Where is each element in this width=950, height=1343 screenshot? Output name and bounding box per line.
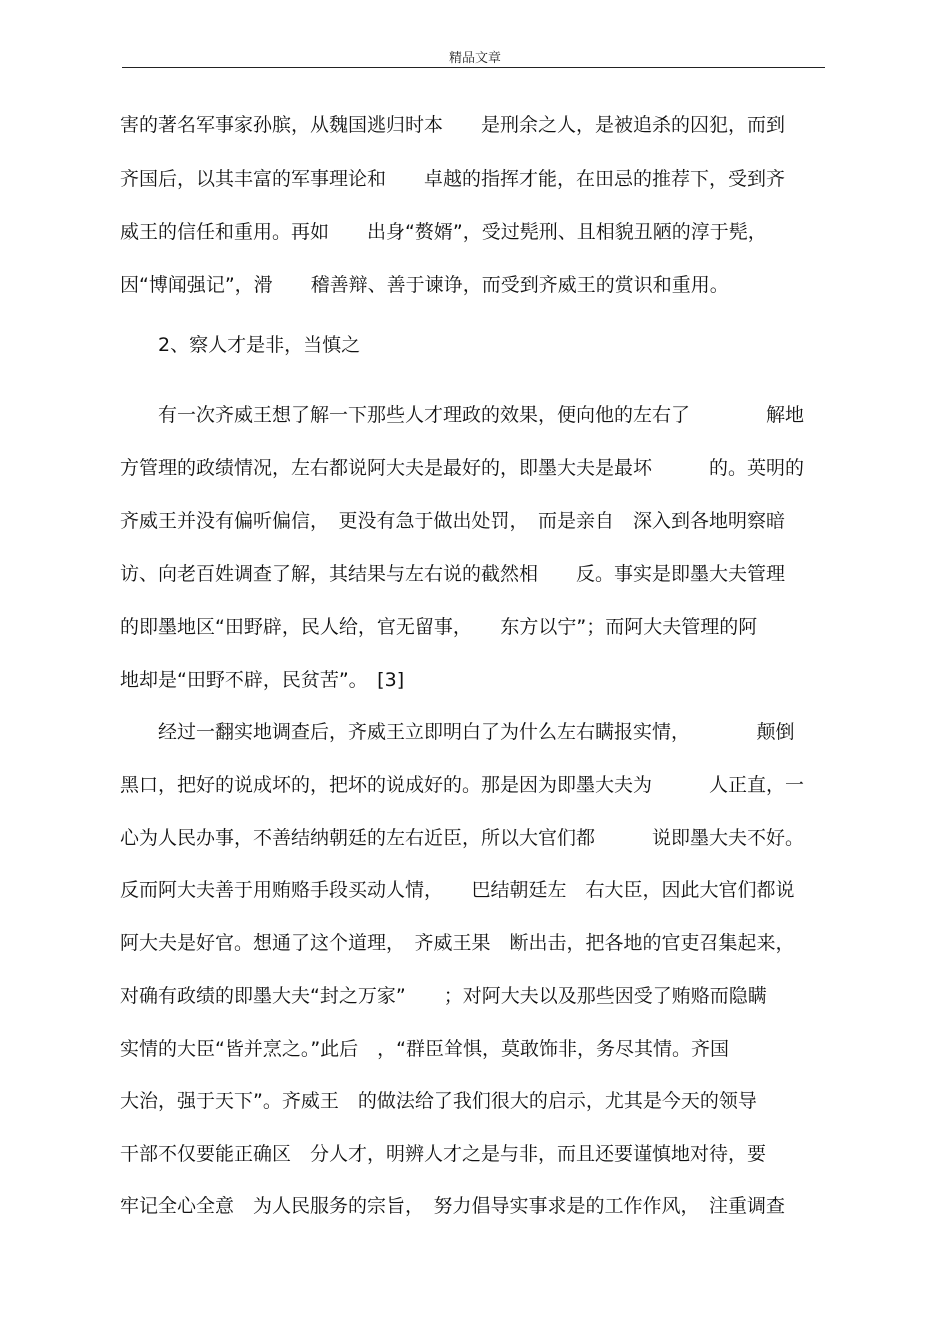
header-divider <box>122 67 825 68</box>
body-line: 牢记全心全意 为人民服务的宗旨， 努力倡导实事求是的工作作风， 注重调查 <box>120 1195 786 1217</box>
body-line: 威王的信任和重用。再如 出身“赘婿”，受过髡刑、且相貌丑陋的淳于髡， <box>120 221 767 243</box>
body-line: 黑口，把好的说成坏的，把坏的说成好的。那是因为即墨大夫为 人正直，一 <box>120 774 805 796</box>
body-line: 干部不仅要能正确区 分人才，明辨人才之是与非，而且还要谨慎地对待，要 <box>120 1143 767 1165</box>
body-line: 访、向老百姓调查了解，其结果与左右说的截然相 反。事实是即墨大夫管理 <box>120 563 786 585</box>
body-line: 地却是“田野不辟，民贫苦”。 [3] <box>120 669 405 691</box>
page-header-title: 精品文章 <box>448 51 501 66</box>
body-line: 齐国后，以其丰富的军事理论和 卓越的指挥才能，在田忌的推荐下，受到齐 <box>120 168 786 190</box>
body-line: 方管理的政绩情况，左右都说阿大夫是最好的，即墨大夫是最坏 的。英明的 <box>120 457 805 479</box>
body-line: 阿大夫是好官。想通了这个道理， 齐威王果 断出击，把各地的官吏召集起来， <box>120 932 795 954</box>
body-line: 害的著名军事家孙膑，从魏国逃归时本 是刑余之人，是被追杀的囚犯，而到 <box>120 114 786 136</box>
section-heading: 2、察人才是非，当慎之 <box>120 334 361 356</box>
body-line: 实情的大臣“皆并烹之。”此后 ，“群臣耸惧，莫敢饰非，务尽其情。齐国 <box>120 1038 730 1060</box>
body-line: 因“博闻强记”，滑 稽善辩、善于谏诤，而受到齐威王的赏识和重用。 <box>120 274 729 296</box>
body-line: 对确有政绩的即墨大夫“封之万家” ；对阿大夫以及那些因受了贿赂而隐瞒 <box>120 985 767 1007</box>
body-line: 有一次齐威王想了解一下那些人才理政的效果，便向他的左右了 解地 <box>120 404 805 426</box>
body-line: 心为人民办事，不善结纳朝廷的左右近臣，所以大官们都 说即墨大夫不好。 <box>120 827 805 849</box>
body-line: 的即墨地区“田野辟，民人给，官无留事， 东方以宁”；而阿大夫管理的阿 <box>120 616 758 638</box>
body-line: 经过一翻实地调查后，齐威王立即明白了为什么左右瞒报实情， 颠倒 <box>120 721 795 743</box>
body-line: 大治，强于天下”。齐威王 的做法给了我们很大的启示，尤其是今天的领导 <box>120 1090 757 1112</box>
body-line: 反而阿大夫善于用贿赂手段买动人情， 巴结朝廷左 右大臣，因此大官们都说 <box>120 879 795 901</box>
body-line: 齐威王并没有偏听偏信， 更没有急于做出处罚， 而是亲自 深入到各地明察暗 <box>120 510 786 532</box>
